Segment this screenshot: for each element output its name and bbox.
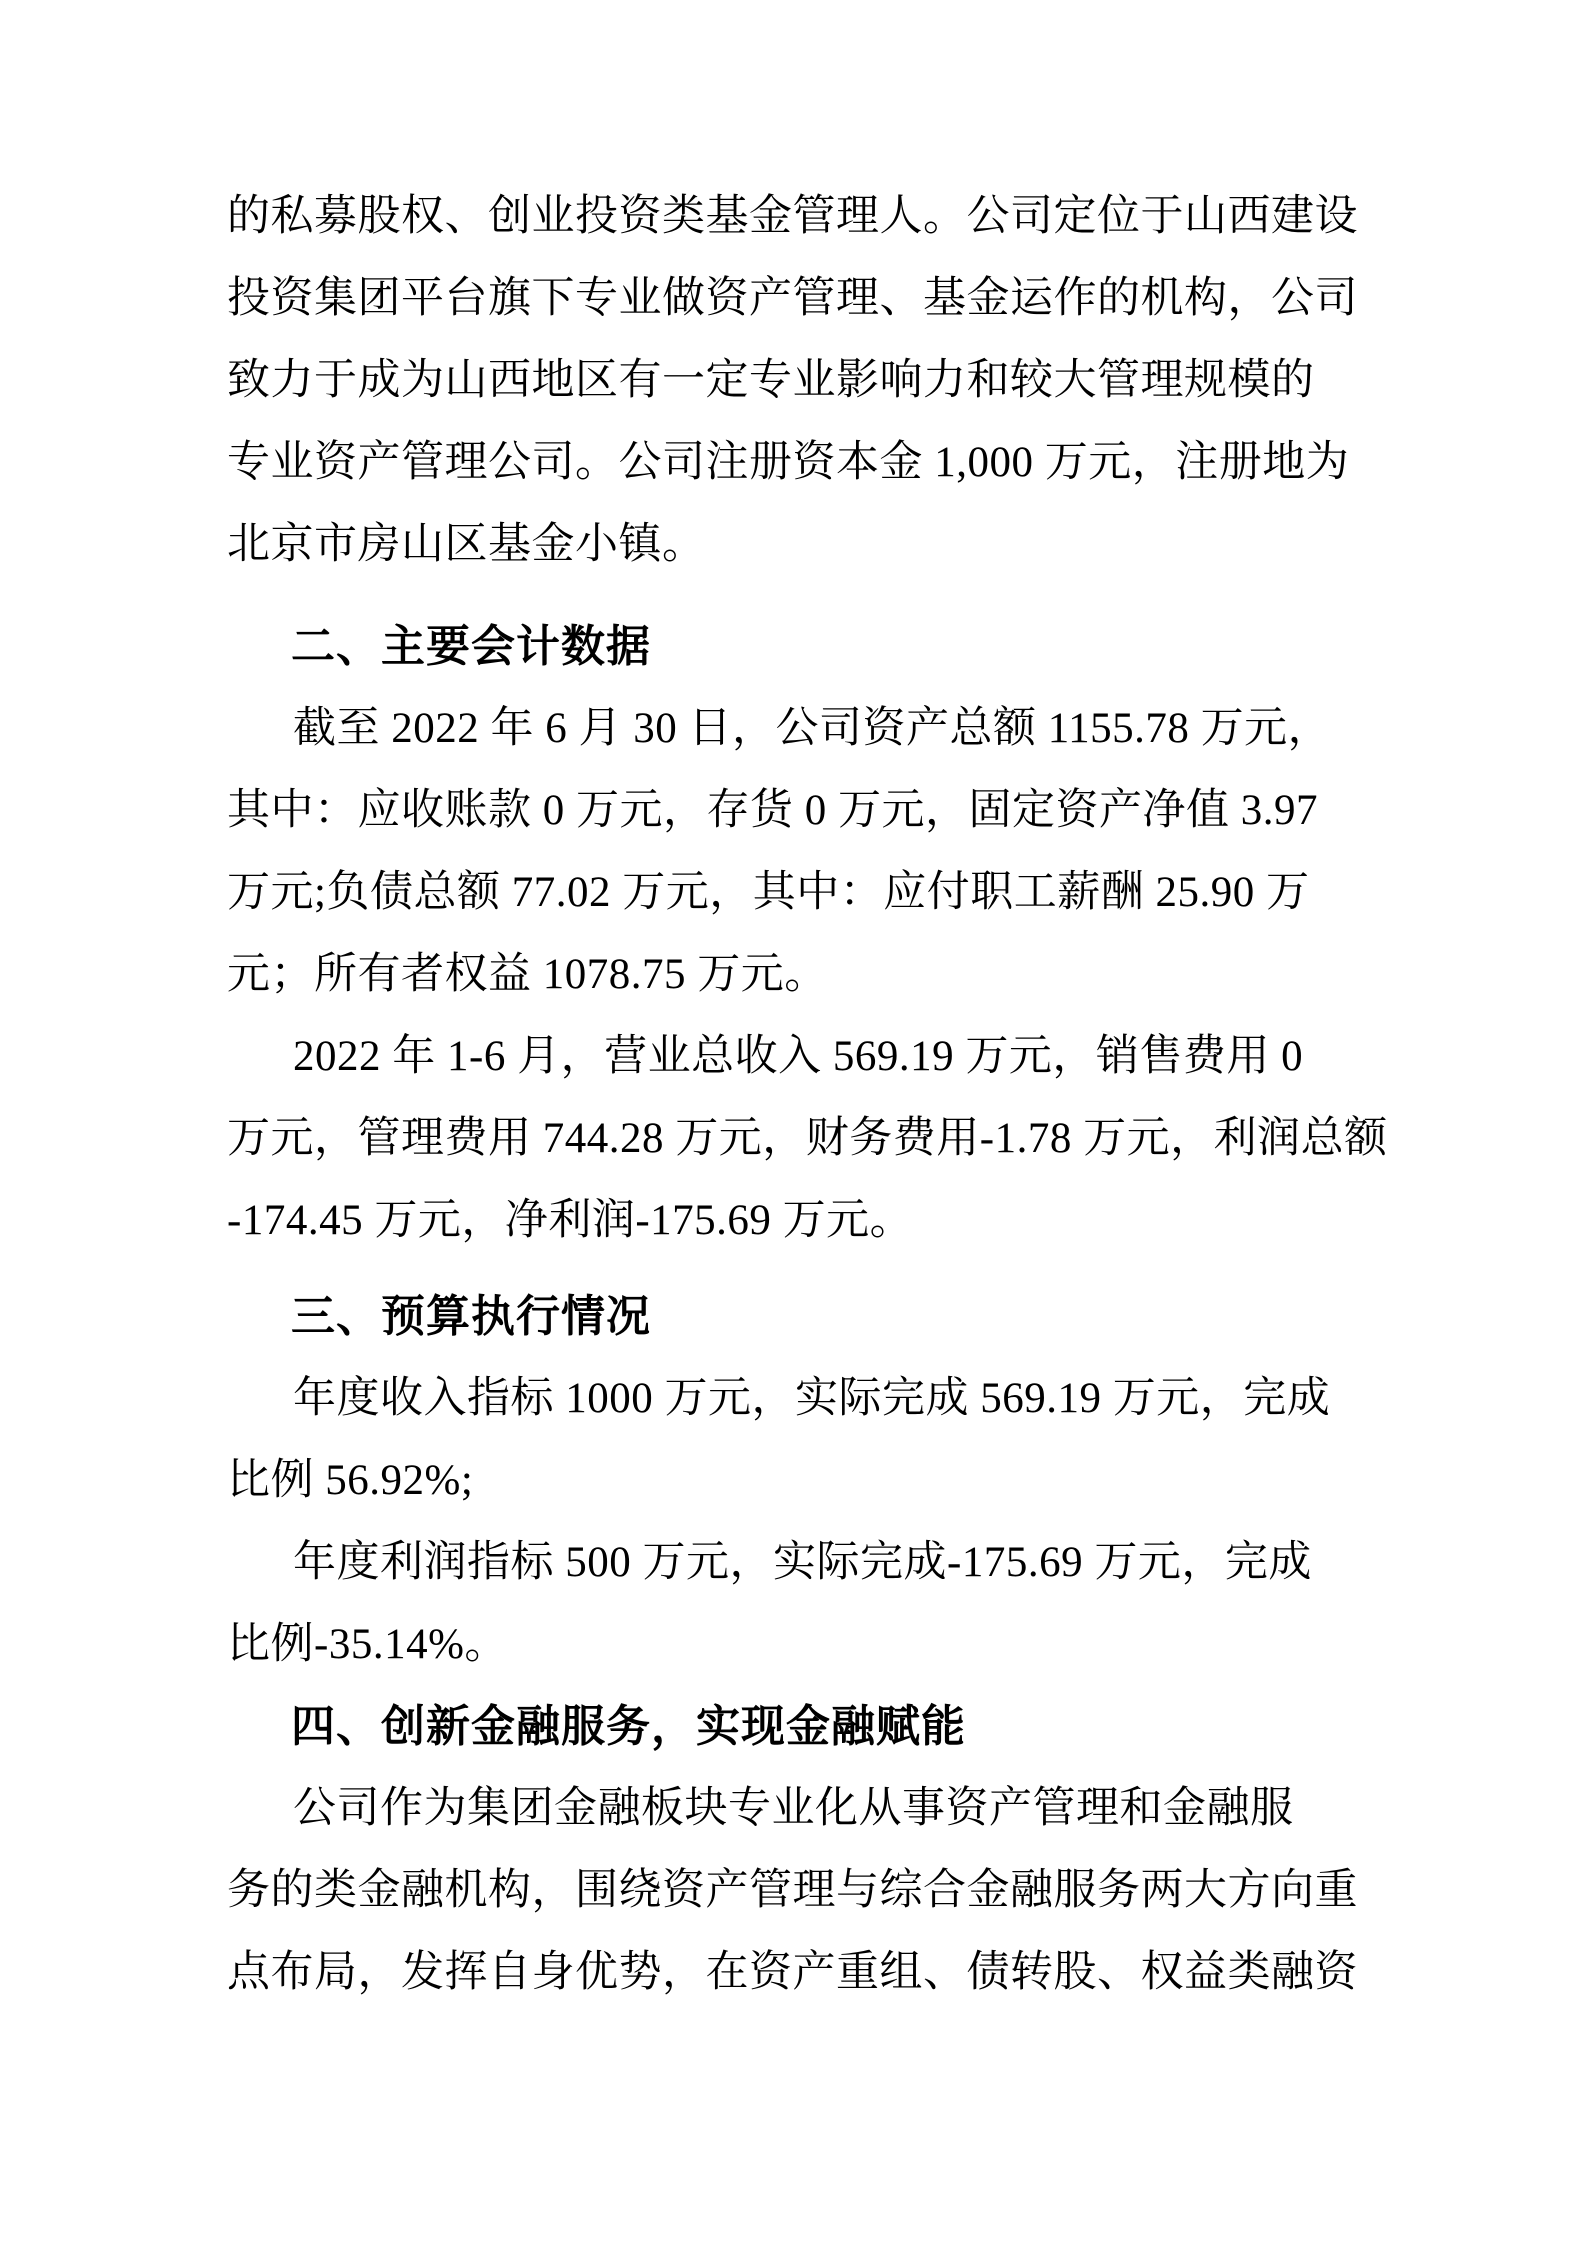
heading-section-2-accounting-data: 二、主要会计数据 (291, 622, 651, 671)
body-line: 元；所有者权益 1078.75 万元。 (227, 951, 828, 998)
body-line: 年度利润指标 500 万元，实际完成-175.69 万元，完成 (293, 1539, 1312, 1586)
body-line: -174.45 万元，净利润-175.69 万元。 (227, 1197, 914, 1244)
body-line: 北京市房山区基金小镇。 (227, 521, 706, 568)
heading-section-3-budget-execution: 三、预算执行情况 (291, 1292, 651, 1341)
body-line: 截至 2022 年 6 月 30 日，公司资产总额 1155.78 万元， (293, 705, 1332, 752)
body-line: 年度收入指标 1000 万元，实际完成 569.19 万元，完成 (293, 1375, 1331, 1422)
body-line: 公司作为集团金融板块专业化从事资产管理和金融服 (293, 1785, 1294, 1832)
body-line: 其中：应收账款 0 万元，存货 0 万元，固定资产净值 3.97 (227, 787, 1318, 834)
body-line: 万元;负债总额 77.02 万元，其中：应付职工薪酬 25.90 万 (227, 869, 1310, 916)
body-line: 万元，管理费用 744.28 万元，财务费用-1.78 万元，利润总额 (227, 1115, 1388, 1162)
body-line: 致力于成为山西地区有一定专业影响力和较大管理规模的 (227, 357, 1315, 404)
body-line: 投资集团平台旗下专业做资产管理、基金运作的机构，公司 (227, 275, 1358, 322)
body-line: 比例-35.14%。 (227, 1621, 508, 1668)
heading-section-4-financial-innovation: 四、创新金融服务，实现金融赋能 (291, 1702, 966, 1751)
body-line: 务的类金融机构，围绕资产管理与综合金融服务两大方向重 (227, 1867, 1358, 1914)
body-line: 点布局，发挥自身优势，在资产重组、债转股、权益类融资 (227, 1949, 1358, 1996)
body-line: 2022 年 1-6 月，营业总收入 569.19 万元，销售费用 0 (293, 1033, 1304, 1080)
document-body (227, 176, 1388, 2014)
body-line: 专业资产管理公司。公司注册资本金 1,000 万元，注册地为 (227, 439, 1350, 486)
body-line: 的私募股权、创业投资类基金管理人。公司定位于山西建设 (227, 193, 1358, 240)
body-line: 比例 56.92%; (227, 1457, 474, 1504)
